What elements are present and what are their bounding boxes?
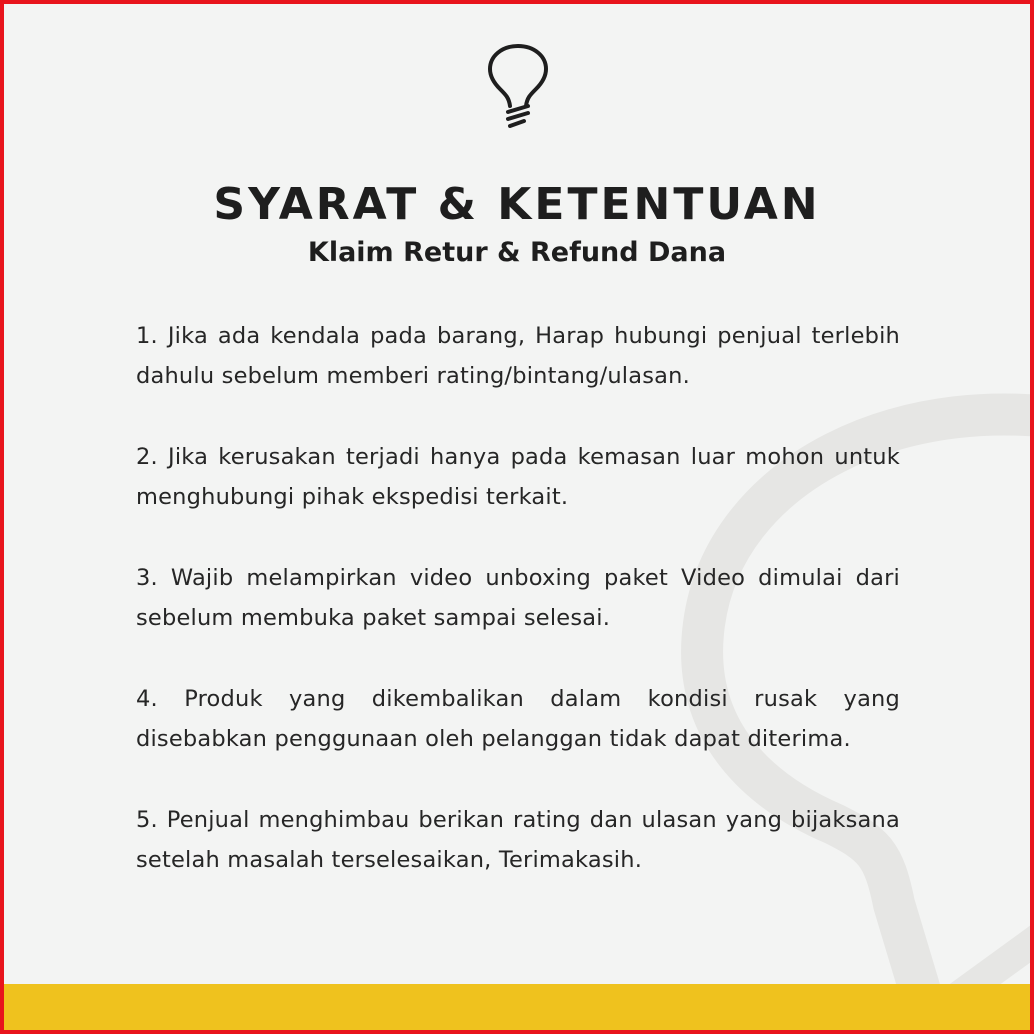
term-item: 5. Penjual menghimbau berikan rating dan ulasan yang bijaksana setelah masalah terselesaikan, Terimakasih. (136, 807, 900, 873)
lightbulb-icon (488, 44, 548, 132)
term-item: 1. Jika ada kendala pada barang, Harap hubungi penjual terlebih dahulu sebelum memberi rating/bintang/ulasan. (136, 323, 900, 389)
page-subtitle: Klaim Retur & Refund Dana (307, 237, 727, 268)
terms-list (136, 316, 900, 880)
footer-bar (4, 984, 1030, 1030)
term-item: 2. Jika kerusakan terjadi hanya pada kemasan luar mohon untuk menghubungi pihak ekspedisi terkait. (136, 444, 900, 510)
page-title: SYARAT & KETENTUAN (213, 179, 821, 230)
term-item: 3. Wajib melampirkan video unboxing paket Video dimulai dari sebelum membuka paket sampai selesai. (136, 565, 900, 631)
term-item: 4. Produk yang dikembalikan dalam kondisi rusak yang disebabkan penggunaan oleh pelanggan tidak dapat diterima. (136, 686, 900, 752)
